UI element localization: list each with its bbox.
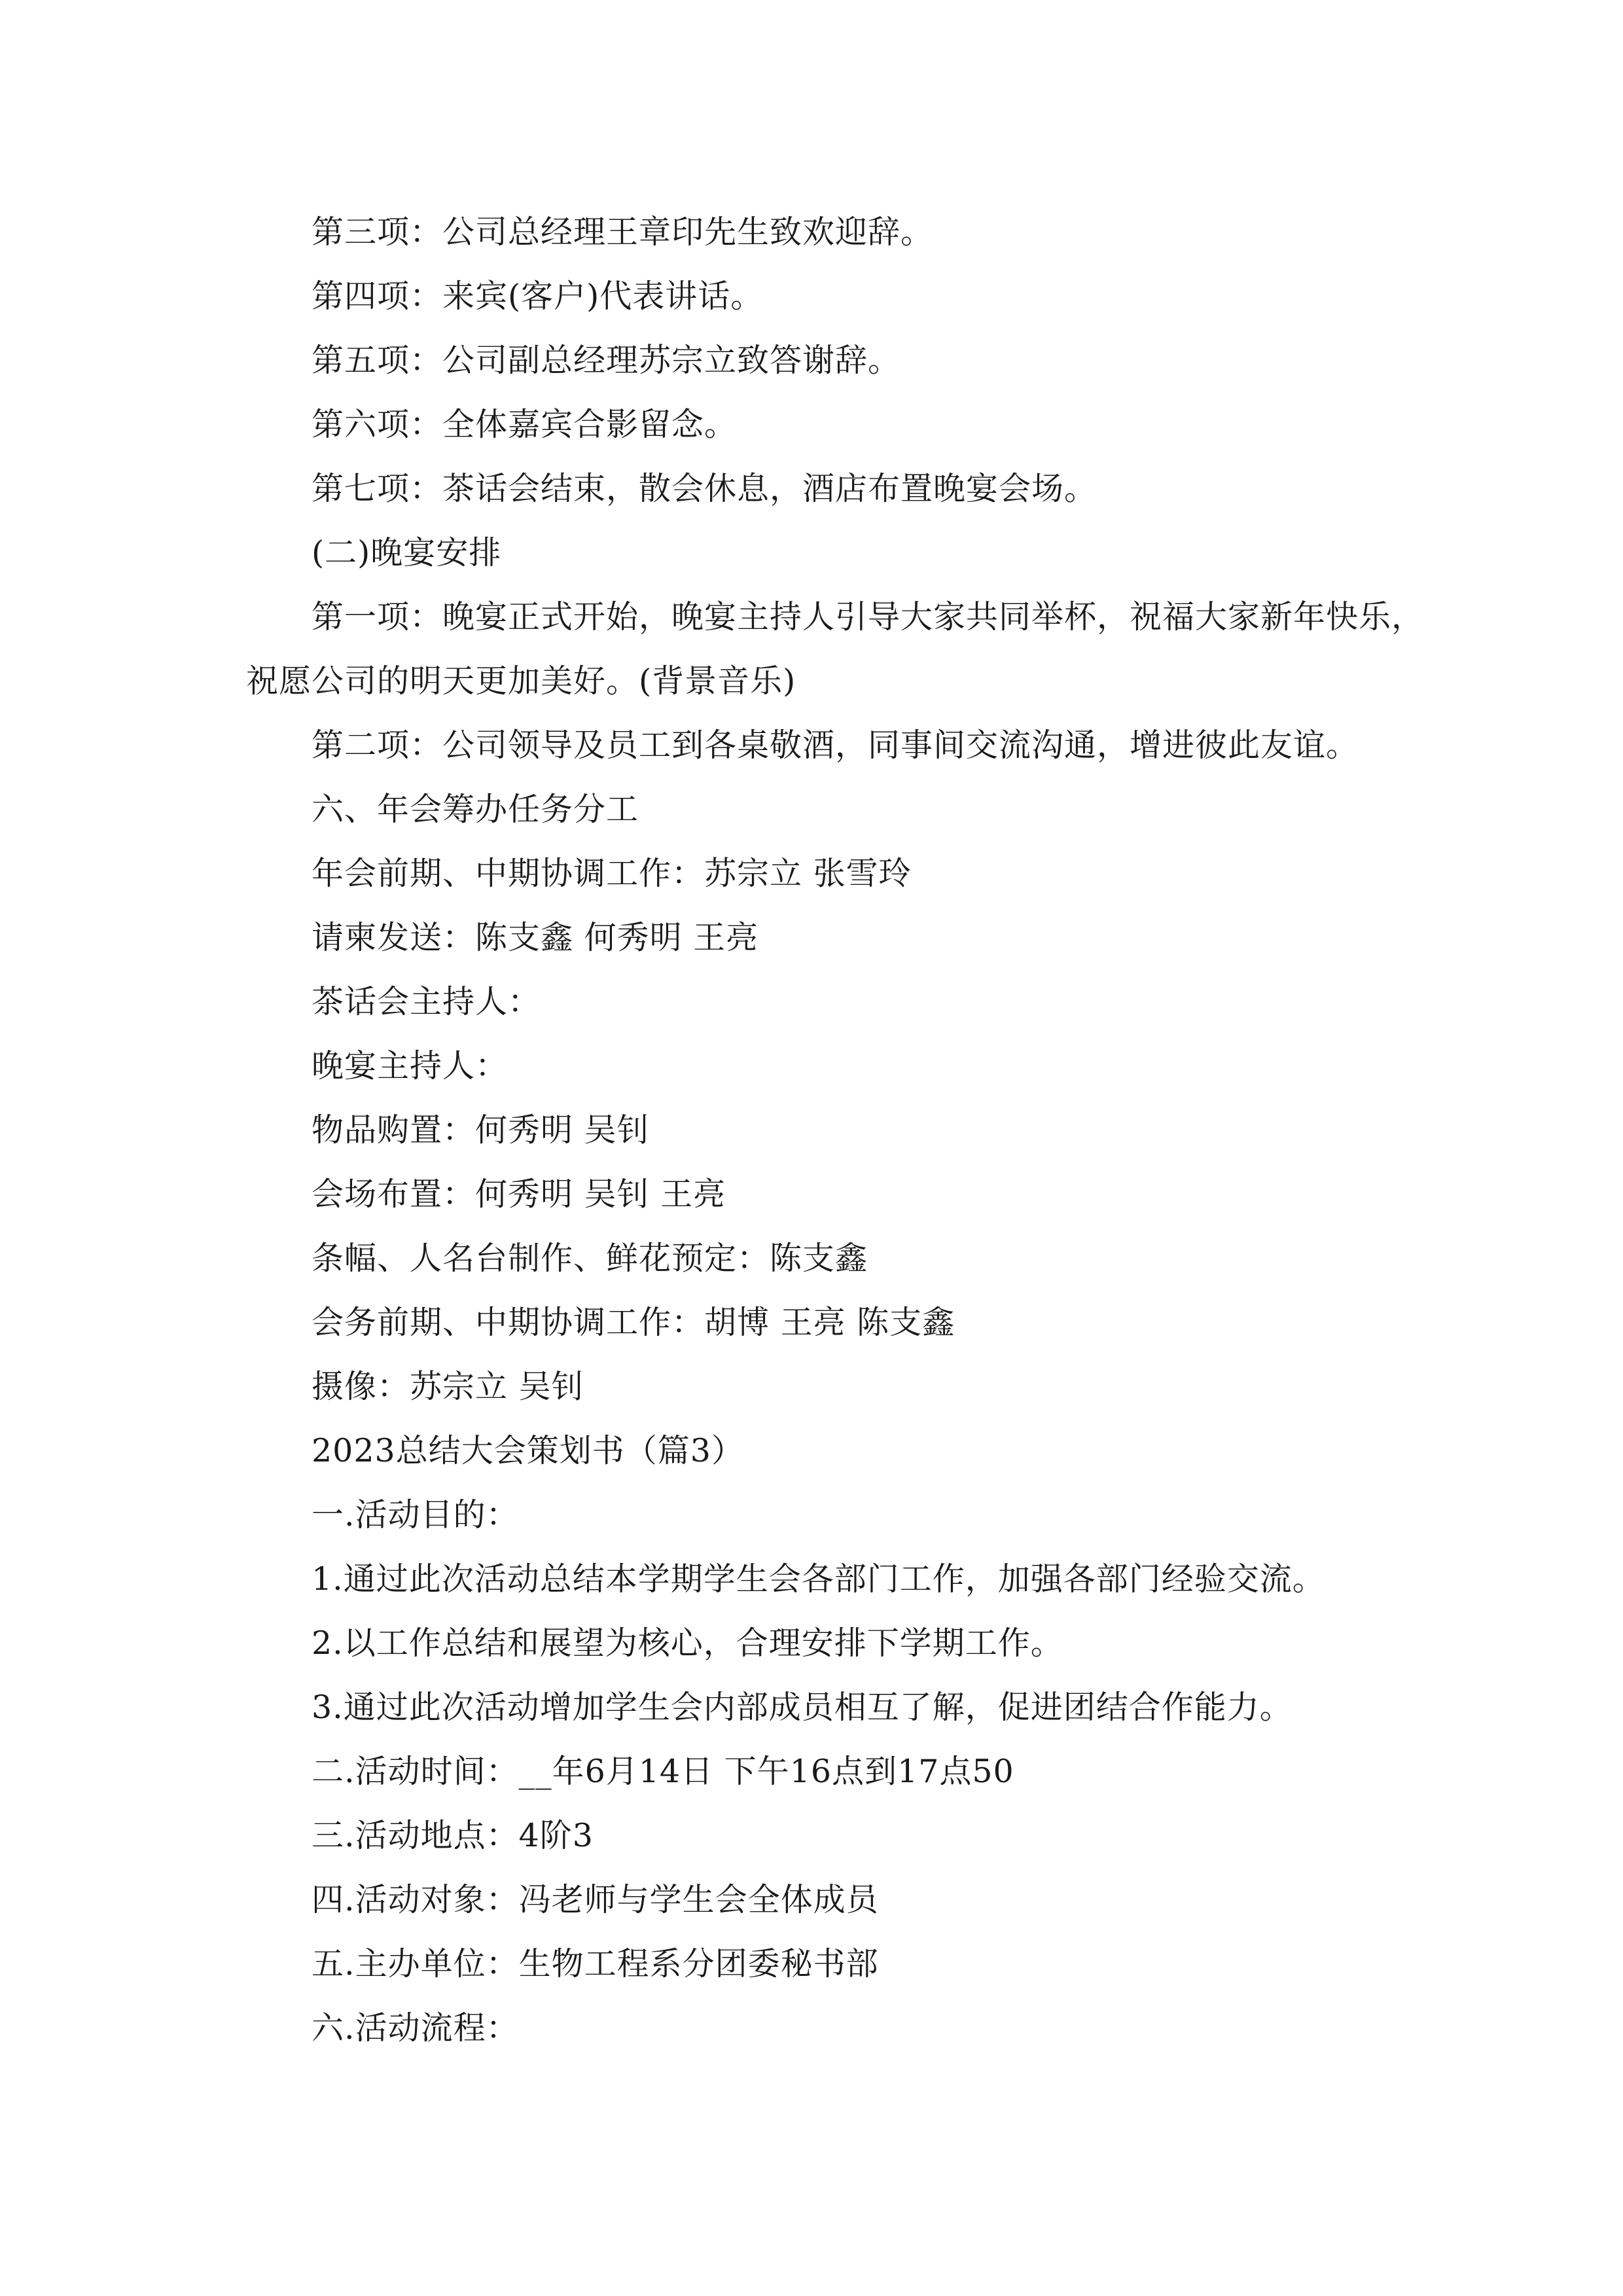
- task-coordination: 年会前期、中期协调工作：苏宗立 张雪玲: [312, 855, 912, 892]
- task-tea-host: 茶话会主持人：: [312, 983, 541, 1020]
- activity-time: 二.活动时间：__年6月14日 下午16点到17点50: [312, 1753, 1014, 1790]
- task-banners: 条幅、人名台制作、鲜花预定：陈支鑫: [312, 1240, 868, 1277]
- plan-title: 2023总结大会策划书（篇3）: [312, 1432, 744, 1469]
- section-heading-tasks: 六、年会筹办任务分工: [312, 791, 639, 828]
- agenda-item-5: 第五项：公司副总经理苏宗立致答谢辞。: [312, 342, 901, 379]
- agenda-item-3: 第三项：公司总经理王章印先生致欢迎辞。: [312, 213, 934, 251]
- activity-location: 三.活动地点：4阶3: [312, 1817, 594, 1854]
- dinner-item-1-continued: 祝愿公司的明天更加美好。(背景音乐): [246, 662, 796, 700]
- agenda-item-7: 第七项：茶话会结束，散会休息，酒店布置晚宴会场。: [312, 470, 1097, 507]
- task-invitations: 请柬发送：陈支鑫 何秀明 王亮: [312, 919, 759, 956]
- agenda-item-4: 第四项：来宾(客户)代表讲话。: [312, 278, 764, 315]
- dinner-item-1: 第一项：晚宴正式开始，晚宴主持人引导大家共同举杯，祝福大家新年快乐，: [312, 598, 1425, 636]
- activity-organizer: 五.主办单位：生物工程系分团委秘书部: [312, 1945, 879, 1982]
- document-body: [246, 200, 1425, 2060]
- section-purpose: 一.活动目的：: [312, 1496, 519, 1534]
- activity-process: 六.活动流程：: [312, 2009, 519, 2047]
- task-purchasing: 物品购置：何秀明 吴钊: [312, 1111, 650, 1149]
- task-venue: 会场布置：何秀明 吴钊 王亮: [312, 1175, 726, 1213]
- dinner-item-2: 第二项：公司领导及员工到各桌敬酒，同事间交流沟通，增进彼此友谊。: [312, 726, 1359, 764]
- task-photography: 摄像：苏宗立 吴钊: [312, 1368, 584, 1405]
- task-meeting-coordination: 会务前期、中期协调工作：胡博 王亮 陈支鑫: [312, 1304, 955, 1341]
- activity-audience: 四.活动对象：冯老师与学生会全体成员: [312, 1881, 879, 1918]
- section-heading-dinner: (二)晚宴安排: [312, 534, 502, 571]
- task-dinner-host: 晚宴主持人：: [312, 1047, 508, 1085]
- purpose-item-1: 1.通过此次活动总结本学期学生会各部门工作，加强各部门经验交流。: [312, 1560, 1325, 1598]
- agenda-item-6: 第六项：全体嘉宾合影留念。: [312, 406, 738, 443]
- purpose-item-2: 2.以工作总结和展望为核心，合理安排下学期工作。: [312, 1624, 1063, 1662]
- purpose-item-3: 3.通过此次活动增加学生会内部成员相互了解，促进团结合作能力。: [312, 1689, 1293, 1726]
